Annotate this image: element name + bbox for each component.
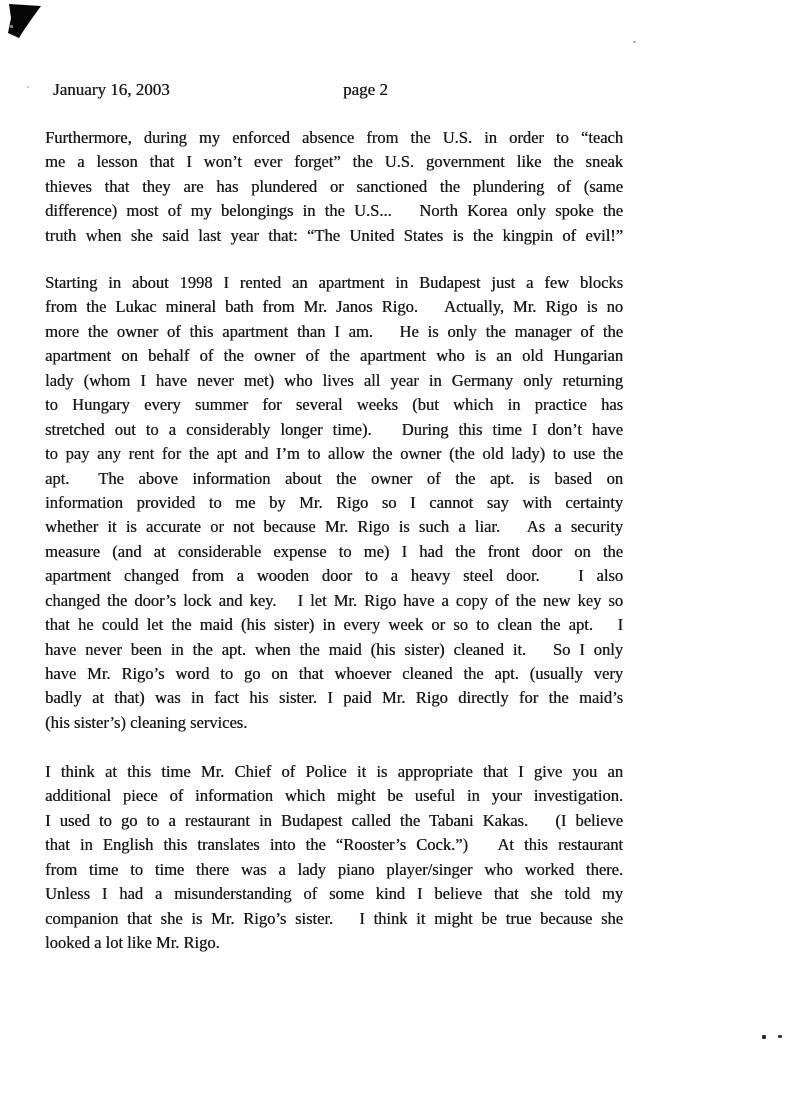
text-line: more the owner of this apartment than I am. He is only the manager of the	[45, 321, 623, 341]
text-line: information provided to me by Mr. Rigo so I cannot say with certainty	[45, 492, 623, 512]
text-line: I think at this time Mr. Chief of Police it is appropriate that I give you an	[45, 762, 623, 781]
scan-speck	[633, 41, 636, 43]
text-line: Starting in about 1998 I rented an apartment in Budapest just a few blocks	[45, 273, 623, 292]
text-line: lady (whom I have never met) who lives all year in Germany only returning	[45, 370, 623, 390]
text-line: that in English this translates into the “Rooster’s Cock.”) At this restaurant	[45, 835, 623, 855]
text-line: apartment changed from a wooden door to a heavy steel door. I also	[45, 566, 623, 586]
text-line: additional piece of information which might be useful in your investigation.	[45, 786, 623, 806]
text-line: thieves that they are has plundered or sanctioned the plundering of (same	[45, 176, 623, 196]
page-number: page 2	[343, 80, 388, 99]
text-line: apartment on behalf of the owner of the apartment who is an old Hungarian	[45, 346, 623, 366]
text-line: companion that she is Mr. Rigo’s sister. I think it might be true because she	[45, 908, 623, 928]
paragraph-2	[45, 271, 623, 735]
scan-speck	[27, 86, 29, 88]
scan-speck	[778, 1035, 782, 1038]
text-line: Unless I had a misunderstanding of some kind I believe that she told my	[45, 884, 623, 904]
text-line: that he could let the maid (his sister) in every week or so to clean the apt. I	[45, 615, 623, 635]
text-line: badly at that) was in fact his sister. I paid Mr. Rigo directly for the maid’s	[45, 688, 623, 708]
text-line: whether it is accurate or not because Mr. Rigo is such a liar. As a security	[45, 517, 623, 537]
text-line: difference) most of my belongings in the U.S... North Korea only spoke the	[45, 201, 623, 221]
scan-speck	[762, 1035, 766, 1039]
text-line: looked a lot like Mr. Rigo.	[45, 933, 220, 953]
text-line: apt. The above information about the owner of the apt. is based on	[45, 468, 623, 488]
text-line: me a lesson that I won’t ever forget” the U.S. government like the sneak	[45, 152, 623, 172]
text-line: Furthermore, during my enforced absence from the U.S. in order to “teach	[45, 128, 623, 147]
document-date: January 16, 2003	[53, 80, 170, 99]
paragraph-3	[45, 760, 623, 956]
scan-speck	[10, 25, 13, 28]
text-line: measure (and at considerable expense to me) I had the front door on the	[45, 541, 623, 561]
text-line: I used to go to a restaurant in Budapest called the Tabani Kakas. (I believe	[45, 810, 623, 830]
text-line: truth when she said last year that: “The United States is the kingpin of evil!”	[45, 225, 623, 245]
text-line: have never been in the apt. when the maid (his sister) cleaned it. So I only	[45, 639, 623, 659]
text-line: to pay any rent for the apt and I’m to allow the owner (the old lady) to use the	[45, 444, 623, 464]
text-line: stretched out to a considerably longer time). During this time I don’t have	[45, 419, 623, 439]
text-line: have Mr. Rigo’s word to go on that whoever cleaned the apt. (usually very	[45, 664, 623, 683]
text-line: (his sister’s) cleaning services.	[45, 712, 248, 732]
text-line: from time to time there was a lady piano player/singer who worked there.	[45, 859, 623, 879]
text-line: to Hungary every summer for several weeks (but which in practice has	[45, 395, 623, 415]
paragraph-1	[45, 126, 623, 248]
text-line: from the Lukac mineral bath from Mr. Janos Rigo. Actually, Mr. Rigo is no	[45, 297, 623, 317]
scan-corner-artifact-icon	[0, 0, 48, 44]
text-line: changed the door’s lock and key. I let Mr. Rigo have a copy of the new key so	[45, 590, 623, 610]
